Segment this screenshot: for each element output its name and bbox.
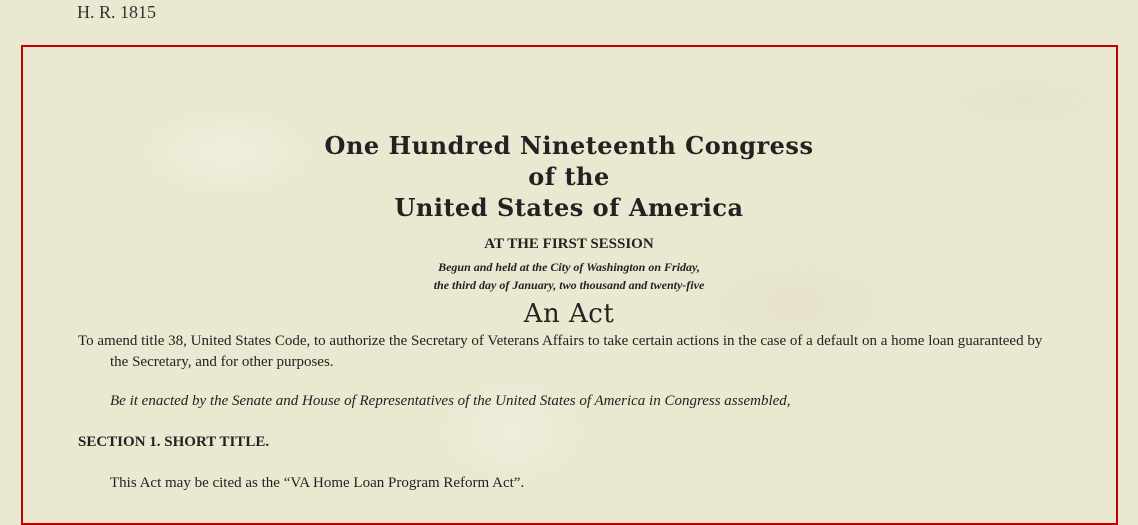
act-purpose: To amend title 38, United States Code, to authorize the Secretary of Veterans Affairs to take certain actions in the case of a default on a home loan guaranteed by the Secretary, and for other purposes. bbox=[78, 333, 1043, 370]
session-heading: AT THE FIRST SESSION bbox=[484, 236, 654, 252]
session-dates-line2: the third day of January, two thousand and twenty-five bbox=[433, 278, 705, 292]
congress-title: One Hundred Nineteenth Congress bbox=[324, 131, 814, 160]
enacting-clause: Be it enacted by the Senate and House of Representatives of the United States of America in Congress assembled, bbox=[110, 393, 791, 409]
session-dates-line1: Begun and held at the City of Washington on Friday, bbox=[438, 260, 700, 274]
section-text: This Act may be cited as the “VA Home Loan Program Reform Act”. bbox=[110, 475, 525, 491]
session-dates bbox=[0, 258, 1138, 294]
congress-title-usa: United States of America bbox=[394, 193, 744, 222]
section-heading: SECTION 1. SHORT TITLE. bbox=[78, 434, 270, 450]
bill-number: H. R. 1815 bbox=[77, 2, 157, 22]
congress-title-of-the: of the bbox=[528, 162, 610, 191]
act-title: An Act bbox=[523, 299, 615, 329]
